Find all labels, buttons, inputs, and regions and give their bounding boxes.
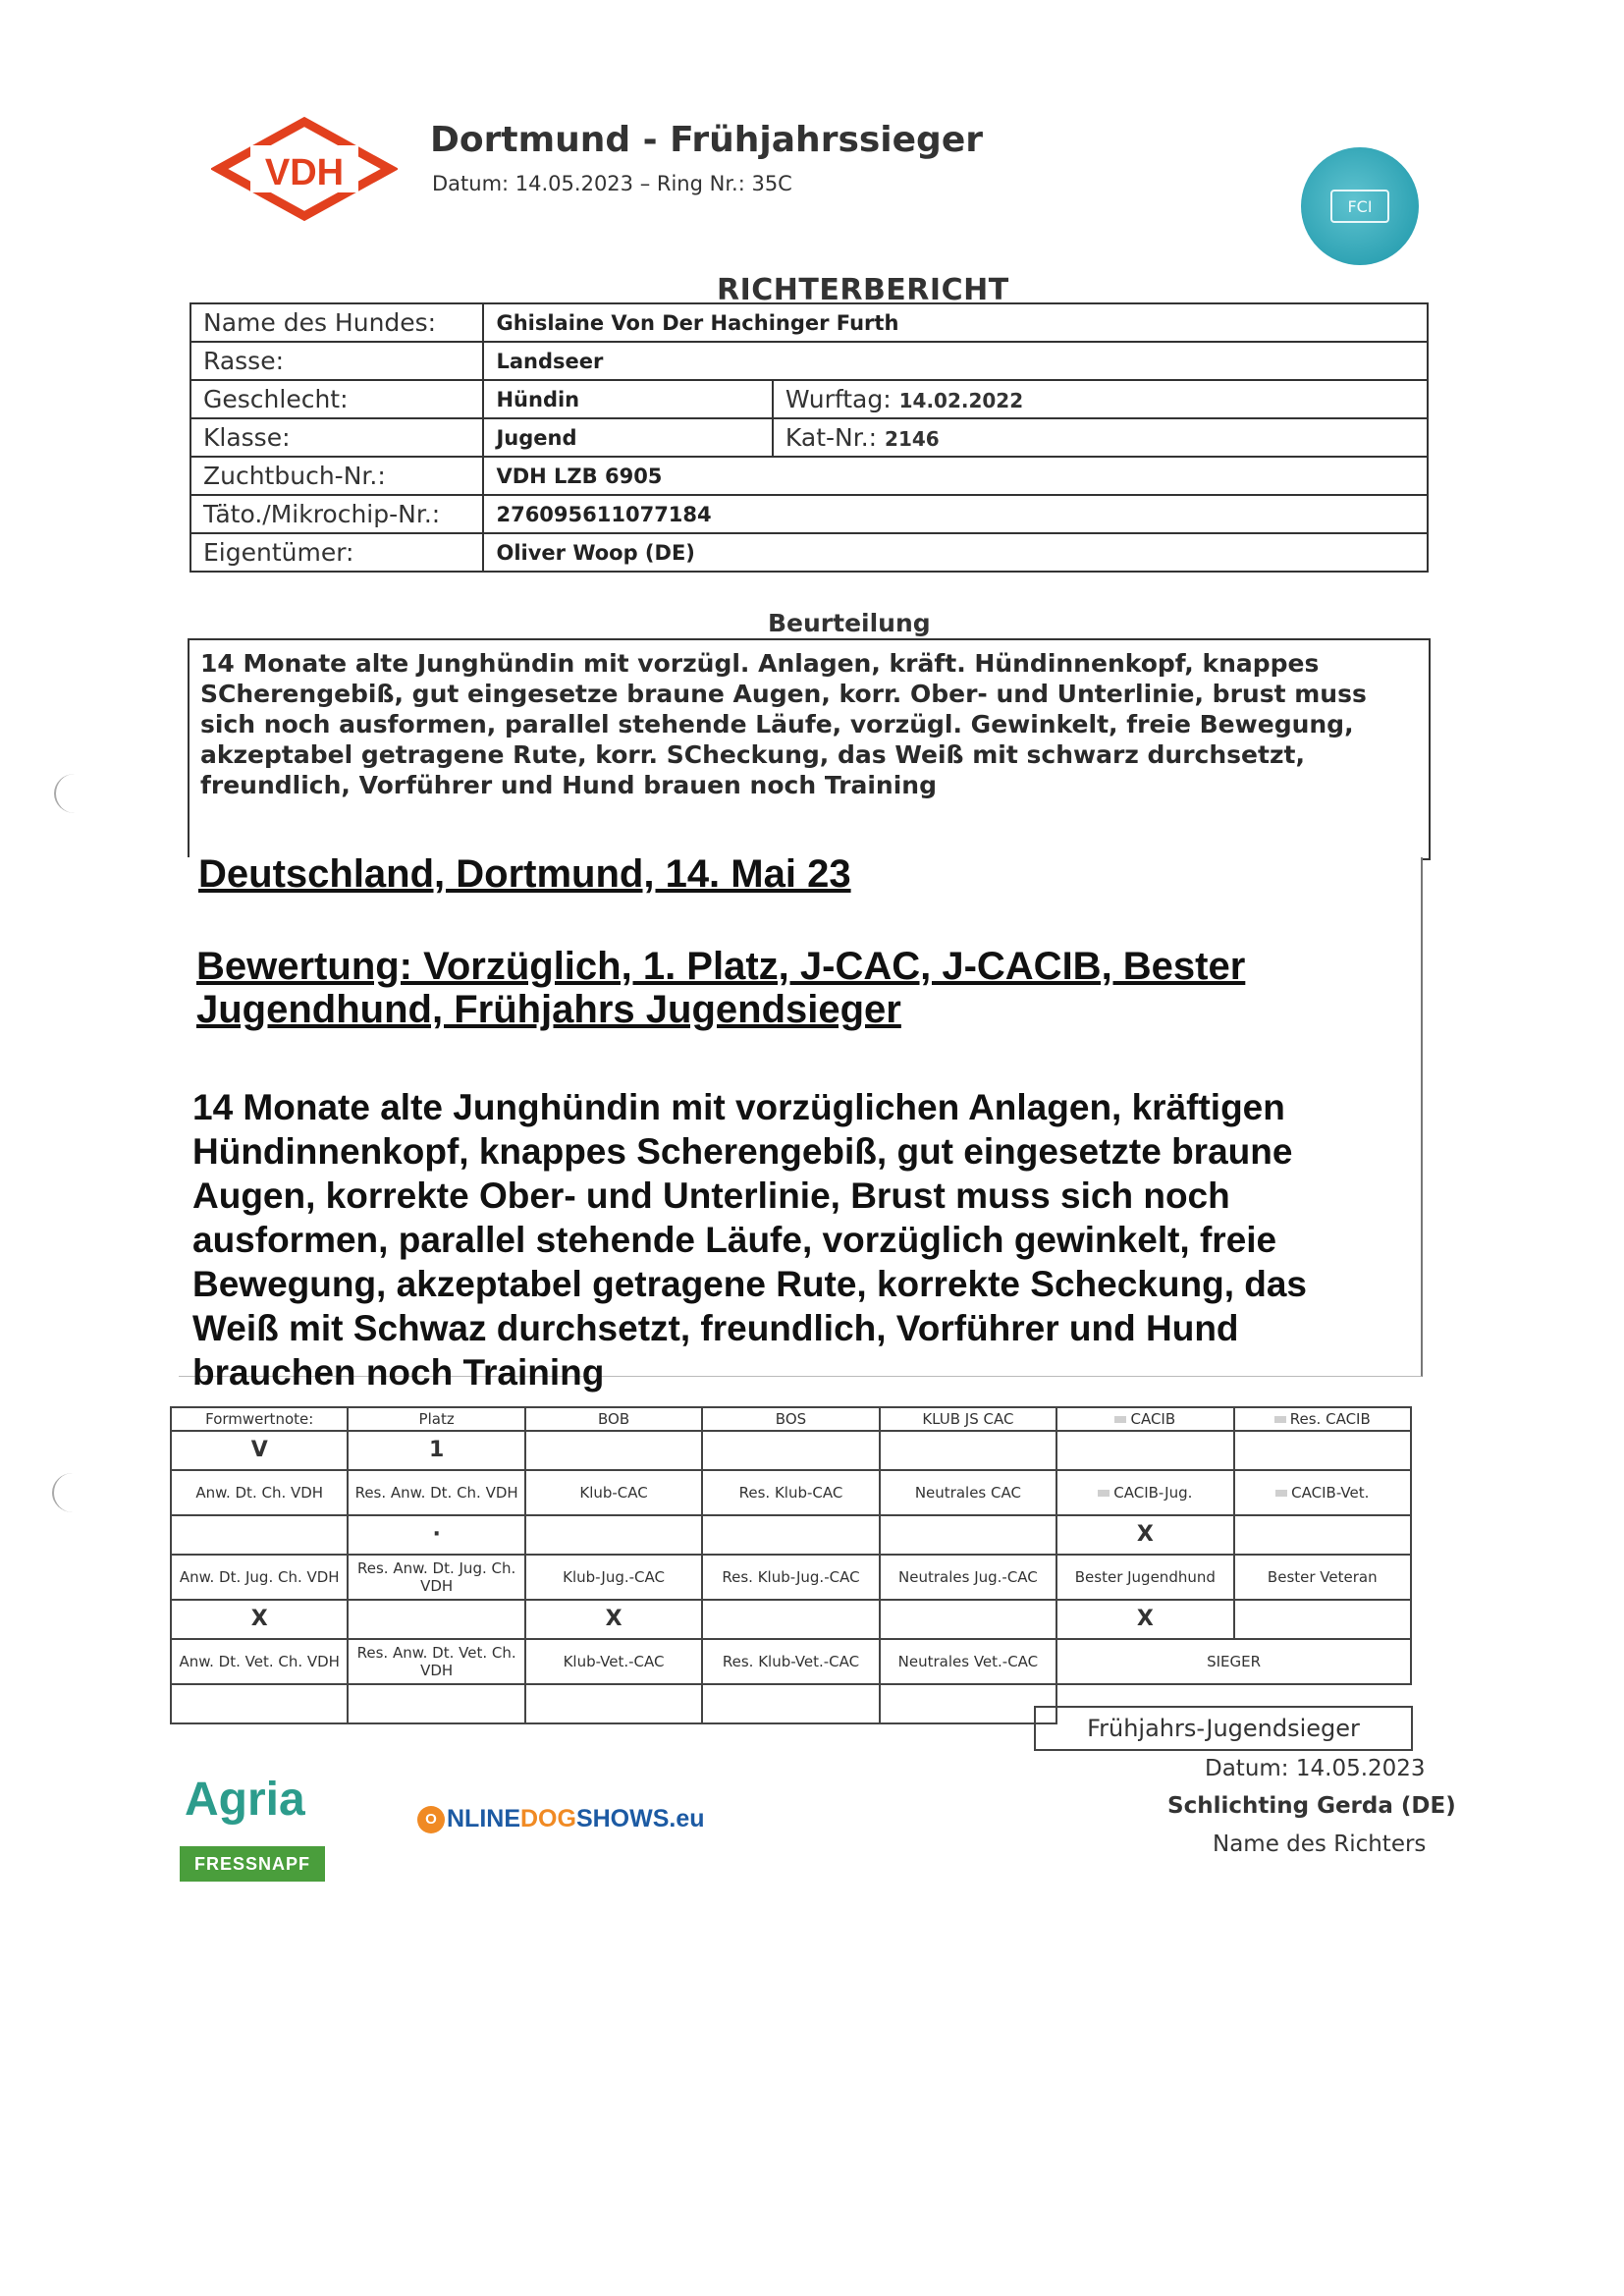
assessment-label: Beurteilung bbox=[768, 609, 931, 637]
grid-mark bbox=[880, 1431, 1056, 1470]
grid-header: KLUB JS CAC bbox=[880, 1407, 1056, 1431]
catalog-number-cell bbox=[773, 418, 1428, 457]
grid-mark bbox=[348, 1684, 524, 1723]
sex-value: Hündin bbox=[483, 380, 772, 418]
ods-text-a: NLINE bbox=[447, 1805, 520, 1832]
catalog-number-value: 2146 bbox=[885, 427, 940, 451]
grid-label: Neutrales Vet.-CAC bbox=[880, 1639, 1056, 1684]
grid-mark: X bbox=[1056, 1515, 1233, 1555]
fressnapf-logo: FRESSNAPF bbox=[180, 1846, 325, 1882]
grid-mark bbox=[702, 1515, 879, 1555]
grid-label: Bester Veteran bbox=[1234, 1555, 1411, 1600]
birth-date-label: Wurftag: bbox=[785, 385, 892, 413]
grid-mark: X bbox=[525, 1600, 702, 1639]
place-date-line: Deutschland, Dortmund, 14. Mai 23 bbox=[198, 852, 851, 896]
grid-header: Formwertnote: bbox=[171, 1407, 348, 1431]
grid-mark bbox=[880, 1515, 1056, 1555]
sieger-value: Frühjahrs-Jugendsieger bbox=[1034, 1706, 1413, 1751]
birth-date-value: 14.02.2022 bbox=[898, 389, 1024, 412]
breed-value: Landseer bbox=[483, 342, 1428, 380]
grid-label: Anw. Dt. Vet. Ch. VDH bbox=[171, 1639, 348, 1684]
grid-label: Neutrales Jug.-CAC bbox=[880, 1555, 1056, 1600]
birth-date-cell bbox=[773, 380, 1428, 418]
grid-mark bbox=[525, 1515, 702, 1555]
grid-label: CACIB-Jug. bbox=[1113, 1484, 1193, 1502]
grid-mark bbox=[1056, 1431, 1233, 1470]
judge-name: Schlichting Gerda (DE) bbox=[1167, 1793, 1456, 1819]
grid-mark bbox=[348, 1600, 524, 1639]
name-value: Ghislaine Von Der Hachinger Furth bbox=[483, 303, 1428, 342]
grid-label: Klub-Vet.-CAC bbox=[525, 1639, 702, 1684]
chip-value: 276095611077184 bbox=[483, 495, 1428, 533]
owner-value: Oliver Woop (DE) bbox=[483, 533, 1428, 572]
grid-label: Res. Anw. Dt. Jug. Ch. VDH bbox=[348, 1555, 524, 1600]
class-label: Klasse: bbox=[190, 418, 483, 457]
breed-label: Rasse: bbox=[190, 342, 483, 380]
fci-mini-icon bbox=[1114, 1416, 1126, 1423]
grid-mark bbox=[525, 1684, 702, 1723]
agria-logo: Agria bbox=[185, 1774, 305, 1826]
grid-mark: X bbox=[171, 1600, 348, 1639]
punch-hole-mark bbox=[54, 774, 95, 813]
grid-header: Res. CACIB bbox=[1289, 1410, 1371, 1428]
grid-mark bbox=[171, 1515, 348, 1555]
grid-label: Res. Klub-Jug.-CAC bbox=[702, 1555, 879, 1600]
grid-mark: X bbox=[1056, 1600, 1233, 1639]
chip-label: Täto./Mikrochip-Nr.: bbox=[190, 495, 483, 533]
grid-label-cacib-jug bbox=[1056, 1470, 1233, 1515]
grid-label: CACIB-Vet. bbox=[1291, 1484, 1370, 1502]
grid-label: Neutrales CAC bbox=[880, 1470, 1056, 1515]
judge-label: Name des Richters bbox=[1213, 1831, 1427, 1857]
grid-mark bbox=[702, 1600, 879, 1639]
sieger-label: SIEGER bbox=[1056, 1639, 1411, 1684]
grid-label: Res. Anw. Dt. Vet. Ch. VDH bbox=[348, 1639, 524, 1684]
grid-mark bbox=[171, 1684, 348, 1723]
date-ring-line: Datum: 14.05.2023 – Ring Nr.: 35C bbox=[432, 172, 792, 195]
studbook-value: VDH LZB 6905 bbox=[483, 457, 1428, 495]
grid-mark bbox=[525, 1431, 702, 1470]
fci-seal-text: FCI bbox=[1330, 190, 1389, 223]
grid-mark bbox=[1234, 1431, 1411, 1470]
grid-label-cacib-vet bbox=[1234, 1470, 1411, 1515]
grid-label: Res. Klub-CAC bbox=[702, 1470, 879, 1515]
grid-label: Klub-Jug.-CAC bbox=[525, 1555, 702, 1600]
grid-label: Anw. Dt. Ch. VDH bbox=[171, 1470, 348, 1515]
name-label: Name des Hundes: bbox=[190, 303, 483, 342]
catalog-number-label: Kat-Nr.: bbox=[785, 423, 878, 452]
grid-mark bbox=[880, 1600, 1056, 1639]
ods-text-c: SHOWS.eu bbox=[575, 1805, 705, 1832]
grid-mark bbox=[880, 1684, 1056, 1723]
studbook-label: Zuchtbuch-Nr.: bbox=[190, 457, 483, 495]
grid-mark bbox=[1234, 1515, 1411, 1555]
grid-label: Klub-CAC bbox=[525, 1470, 702, 1515]
final-report-text: 14 Monate alte Junghündin mit vorzüglichen Anlagen, kräftigen Hündinnenkopf, knappes Scherengebiß, gut eingesetzte braune Augen, korrekte Ober- und Unterlinie, Brust muss sich noch ausformen, parallel stehende Läufe, vorzüglich gewinkelt, freie Bewegung, akzeptabel getragene Rute, korrekte Scheckung, das Weiß mit Schwaz durchsetzt, freundlich, Vorführer und Hund brauchen noch Training bbox=[192, 1087, 1308, 1393]
fci-mini-icon bbox=[1274, 1416, 1286, 1423]
ods-paw-icon: O bbox=[417, 1806, 445, 1833]
grid-mark: V bbox=[171, 1431, 348, 1470]
page-title: Dortmund - Frühjahrssieger bbox=[430, 120, 983, 160]
rating-grid bbox=[170, 1406, 1412, 1724]
grid-label: Bester Jugendhund bbox=[1056, 1555, 1233, 1600]
grid-mark bbox=[1234, 1600, 1411, 1639]
grid-label: Res. Klub-Vet.-CAC bbox=[702, 1639, 879, 1684]
grid-label: Anw. Dt. Jug. Ch. VDH bbox=[171, 1555, 348, 1600]
assessment-text: 14 Monate alte Junghündin mit vorzügl. Anlagen, kräft. Hündinnenkopf, knappes SCherengebiß, gut eingesetze braune Augen, korr. Ober- und Unterlinie, brust muss sich noch ausformen, parallel stehende Läufe, vorzügl. Gewinkelt, freie Bewegung, akzeptabel getragene Rute, korr. SCheckung, das Weiß mit schwarz durchsetzt, freundlich, Vorführer und Hund brauen noch Training bbox=[200, 649, 1367, 799]
fci-mini-icon bbox=[1275, 1490, 1287, 1497]
grid-mark bbox=[702, 1684, 879, 1723]
grid-label: Res. Anw. Dt. Ch. VDH bbox=[348, 1470, 524, 1515]
fci-seal bbox=[1301, 147, 1419, 265]
onlinedogshows-logo bbox=[417, 1805, 705, 1833]
vdh-logo bbox=[211, 116, 398, 222]
rating-line: Bewertung: Vorzüglich, 1. Platz, J-CAC, J-CACIB, Bester Jugendhund, Frühjahrs Jugendsieger bbox=[196, 945, 1246, 1031]
grid-mark bbox=[702, 1431, 879, 1470]
dog-info-table bbox=[189, 302, 1429, 573]
grid-header: CACIB bbox=[1130, 1410, 1176, 1428]
vdh-logo-text: VDH bbox=[264, 152, 345, 193]
owner-label: Eigentümer: bbox=[190, 533, 483, 572]
grid-header: BOB bbox=[525, 1407, 702, 1431]
grid-header-cacib bbox=[1056, 1407, 1233, 1431]
punch-hole-mark bbox=[52, 1473, 93, 1512]
grid-mark: · bbox=[348, 1515, 524, 1555]
class-value: Jugend bbox=[483, 418, 772, 457]
grid-mark: 1 bbox=[348, 1431, 524, 1470]
footer-date: Datum: 14.05.2023 bbox=[1205, 1756, 1426, 1781]
fci-mini-icon bbox=[1098, 1490, 1110, 1497]
grid-header-res-cacib bbox=[1234, 1407, 1411, 1431]
sex-label: Geschlecht: bbox=[190, 380, 483, 418]
ods-text-b: DOG bbox=[520, 1805, 576, 1832]
grid-header: Platz bbox=[348, 1407, 524, 1431]
grid-header: BOS bbox=[702, 1407, 879, 1431]
report-title: RICHTERBERICHT bbox=[717, 273, 1009, 307]
